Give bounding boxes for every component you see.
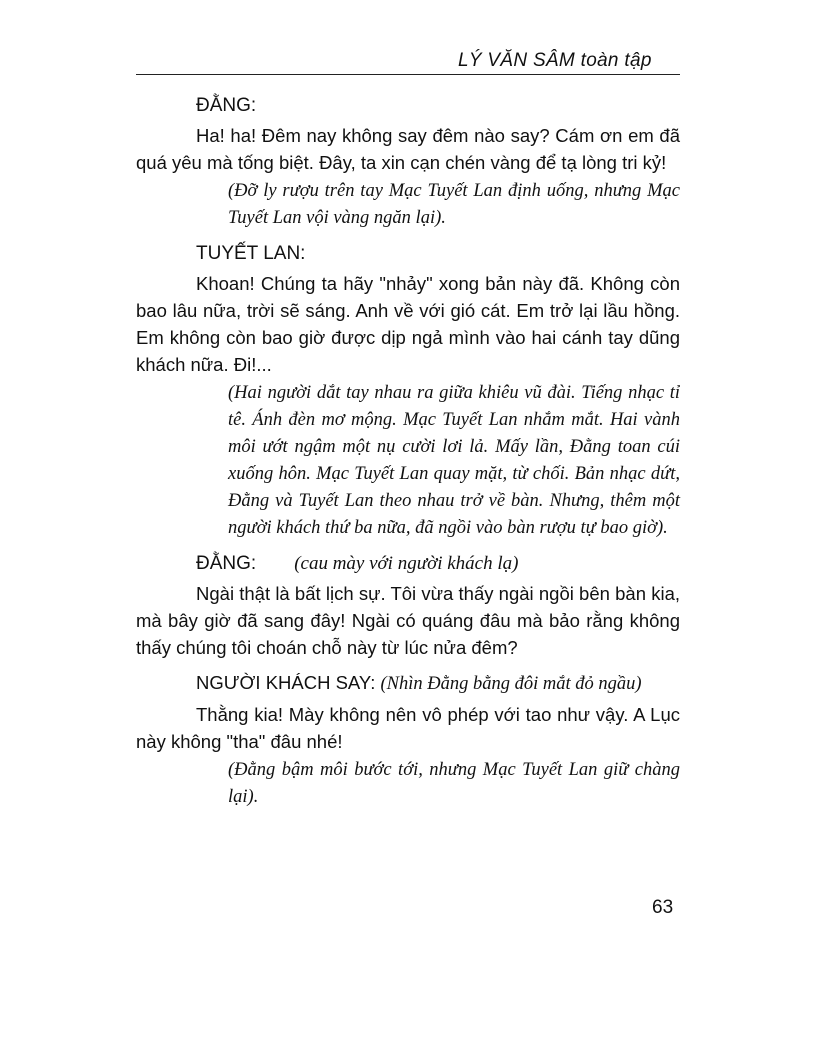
stage-direction-1: (Đỡ ly rượu trên tay Mạc Tuyết Lan định uống, nhưng Mạc Tuyết Lan vội vàng ngăn lại).: [228, 181, 680, 228]
speaker-nguoi-khach-say: NGƯỜI KHÁCH SAY:: [196, 672, 376, 693]
page-number: 63: [652, 897, 674, 918]
page-body: [136, 92, 680, 811]
running-header: LÝ VĂN SÂM toàn tập: [458, 50, 652, 71]
speaker-nguoi-khach-say-line: [136, 669, 680, 698]
stage-direction-3: (Đằng bậm môi bước tới, nhưng Mạc Tuyết Lan giữ chàng lại).: [228, 760, 680, 807]
dialogue-nguoi-khach-say: Thằng kia! Mày không nên vô phép với tao như vậy. A Lục này không "tha" đâu nhé!: [136, 704, 680, 752]
inline-direction-khach: (Nhìn Đằng bằng đôi mắt đỏ ngầu): [380, 674, 642, 694]
speaker-dang-2: [136, 550, 680, 577]
dialogue-tuyet-lan: Khoan! Chúng ta hãy "nhảy" xong bản này đã. Không còn bao lâu nữa, trời sẽ sáng. Anh về với gió cát. Em trở lại lầu hồng. Em không còn bao giờ được dịp ngả mình vào hai cánh tay dũng khách nữa. Đi!...: [136, 273, 680, 375]
speaker-dang-2-name: ĐẰNG:: [196, 553, 257, 574]
dialogue-dang-2: Ngài thật là bất lịch sự. Tôi vừa thấy ngài ngồi bên bàn kia, mà bây giờ đã sang đây! Ngài có quáng đâu mà bảo rằng không thấy chúng tôi choán chỗ này từ lúc nửa đêm?: [136, 583, 680, 658]
speaker-dang-1: ĐẰNG:: [196, 95, 257, 116]
speaker-tuyet-lan: TUYẾT LAN:: [196, 243, 306, 264]
dialogue-dang-1: Ha! ha! Đêm nay không say đêm nào say? Cám ơn em đã quá yêu mà tống biệt. Đây, ta xin cạn chén vàng để tạ lòng tri kỷ!: [136, 125, 680, 173]
stage-direction-2: (Hai người dắt tay nhau ra giữa khiêu vũ đài. Tiếng nhạc tỉ tê. Ánh đèn mơ mộng. Mạc Tuyết Lan nhắm mắt. Hai vành môi ướt ngậm một nụ cười lơi lả. Mấy lần, Đằng toan cúi xuống hôn. Mạc Tuyết Lan quay mặt, từ chối. Bản nhạc dứt, Đằng và Tuyết Lan theo nhau trở về bàn. Nhưng, thêm một người khách thứ ba nữa, đã ngồi vào bàn rượu tự bao giờ).: [228, 383, 680, 538]
inline-direction-dang: (cau mày với người khách lạ): [294, 553, 519, 574]
header-rule: [136, 74, 680, 75]
